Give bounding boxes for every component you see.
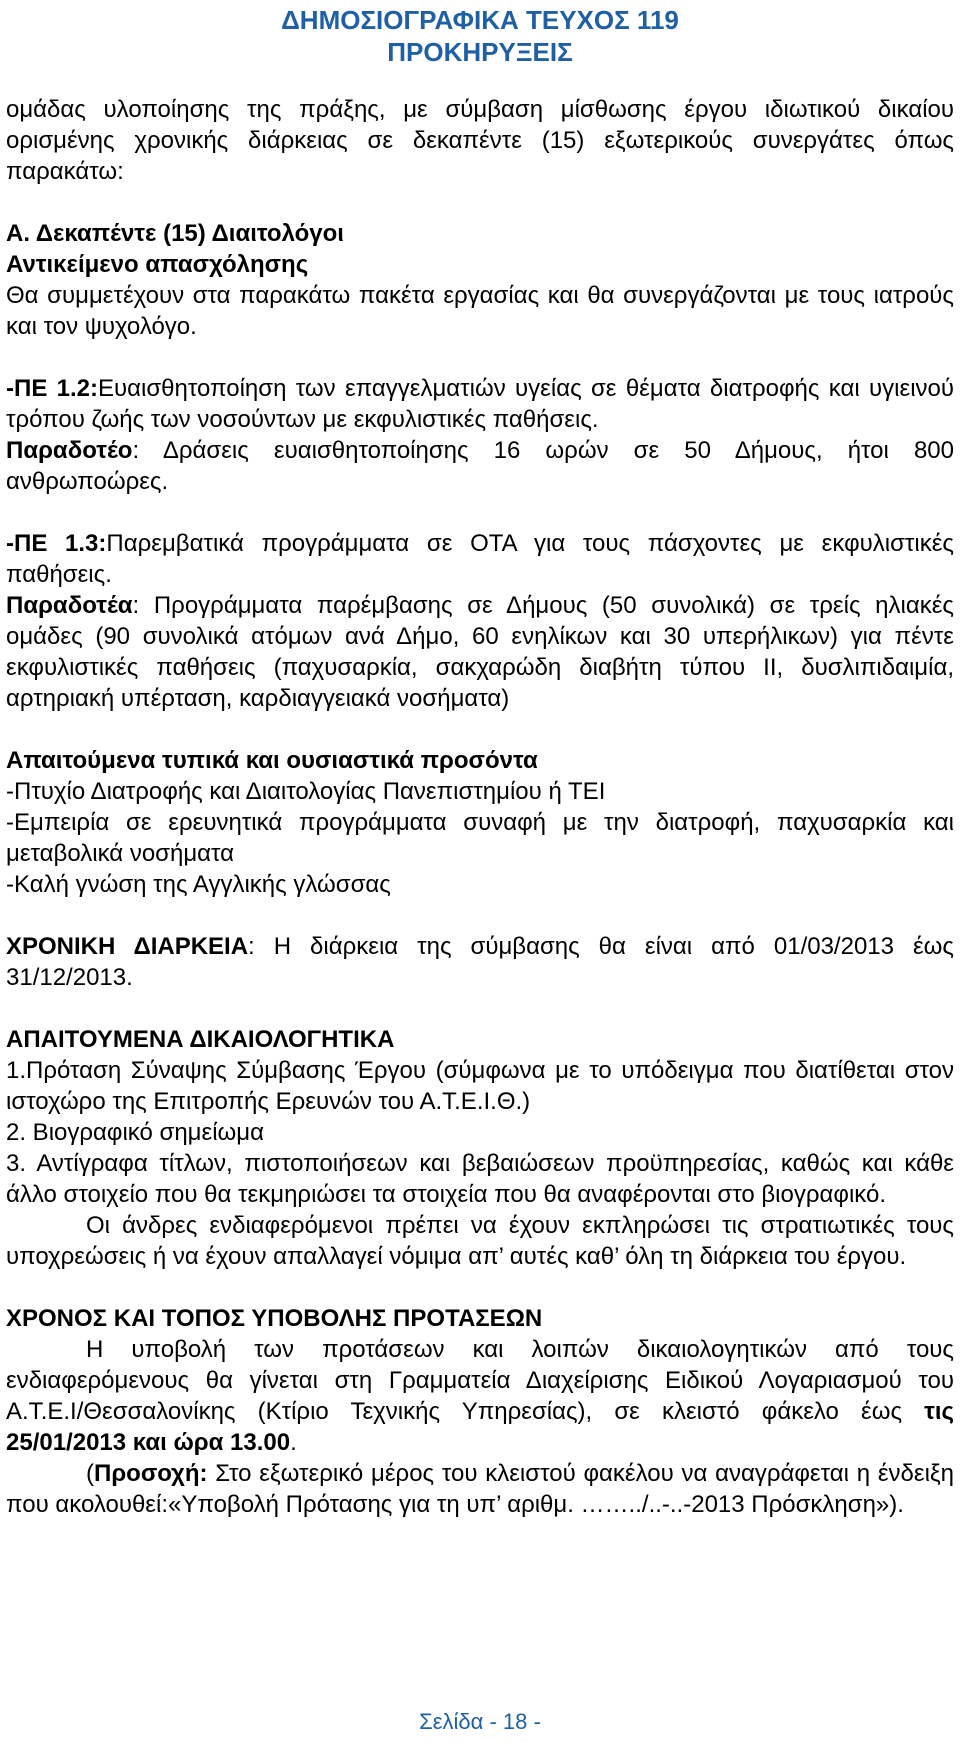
pe13-text: Παρεμβατικά προγράμματα σε ΟΤΑ για τους πάσχοντες με εκφυλιστικές παθήσεις.: [6, 530, 954, 588]
document-item: 3. Αντίγραφα τίτλων, πιστοποιήσεων και βεβαιώσεων προϋπηρεσίας, καθώς και κάθε άλλο στοιχείο που θα τεκμηριώσει τα στοιχεία που θα αναφέρονται στο βιογραφικό.: [6, 1150, 954, 1208]
page-number: Σελίδα - 18 -: [419, 1709, 541, 1734]
page-footer: [0, 1707, 960, 1737]
pe12-text: Ευαισθητοποίηση των επαγγελματιών υγείας σε θέματα διατροφής και υγιεινού τρόπου ζωής των νοσούντων με εκφυλιστικές παθήσεις.: [6, 375, 954, 433]
qualifications-title: Απαιτούμενα τυπικά και ουσιαστικά προσόντα: [6, 747, 538, 774]
pe13-deliverable-label: Παραδοτέα: [6, 592, 133, 619]
pe12-deliverable: [6, 435, 954, 497]
duration-text: : Η διάρκεια της σύμβασης θα είναι από 01/03/2013 έως 31/12/2013.: [6, 933, 954, 991]
intro-paragraph: ομάδας υλοποίησης της πράξης, με σύμβαση μίσθωσης έργου ιδιωτικού δικαίου ορισμένης χρονικής διάρκειας σε δεκαπέντε (15) εξωτερικούς συνεργάτες όπως παρακάτω:: [6, 96, 954, 185]
duration-label: ΧΡΟΝΙΚΗ ΔΙΑΡΚΕΙΑ: [6, 933, 249, 960]
qualification-item: -Καλή γνώση της Αγγλικής γλώσσας: [6, 871, 391, 898]
documents-title: ΑΠΑΙΤΟΥΜΕΝΑ ΔΙΚΑΙΟΛΟΓΗΤΙΚΑ: [6, 1026, 395, 1053]
section-a-title: Α. Δεκαπέντε (15) Διαιτολόγοι: [6, 220, 344, 247]
pe13-paragraph: [6, 528, 954, 590]
pe13-deliverable: [6, 590, 954, 714]
submission-paragraph: [6, 1334, 954, 1458]
section-a-subtitle: Αντικείμενο απασχόλησης: [6, 251, 309, 278]
document-item: 1.Πρόταση Σύναψης Σύμβασης Έργου (σύμφωνα με το υπόδειγμα που διατίθεται στον ιστοχώρο της Επιτροπής Ερευνών του Α.Τ.Ε.Ι.Θ.): [6, 1057, 954, 1115]
attention-paragraph: [6, 1458, 954, 1520]
document-item: 2. Βιογραφικό σημείωμα: [6, 1119, 264, 1146]
submission-deadline: τις 25/01/2013 και ώρα 13.00: [6, 1398, 954, 1456]
header-subtitle: ΠΡΟΚΗΡΥΞΕΙΣ: [387, 37, 573, 67]
documents-note: Οι άνδρες ενδιαφερόμενοι πρέπει να έχουν εκπληρώσει τις στρατιωτικές τους υποχρεώσεις ή να έχουν απαλλαγεί νόμιμα απ’ αυτές καθ’ όλη τη διάρκεια του έργου.: [6, 1212, 954, 1270]
pe12-deliverable-label: Παραδοτέο: [6, 437, 133, 464]
attention-text: Στο εξωτερικό μέρος του κλειστού φακέλου να αναγράφεται η ένδειξη που ακολουθεί:«Υποβολή Πρότασης για τη υπ’ αριθμ. ……../..-..-2013 Πρόσκληση»).: [6, 1460, 954, 1518]
submission-end: .: [290, 1429, 297, 1456]
attention-label: Προσοχή:: [94, 1460, 208, 1487]
pe12-paragraph: [6, 373, 954, 435]
pe12-code: -ΠΕ 1.2:: [6, 375, 99, 402]
pe13-code: -ΠΕ 1.3:: [6, 530, 107, 557]
section-a-text: Θα συμμετέχουν στα παρακάτω πακέτα εργασίας και θα συνεργάζονται με τους ιατρούς και τον ψυχολόγο.: [6, 282, 954, 340]
qualification-item: -Πτυχίο Διατροφής και Διαιτολογίας Πανεπιστημίου ή ΤΕΙ: [6, 778, 606, 805]
header-title: ΔΗΜΟΣΙΟΓΡΑΦΙΚΑ ΤΕΥΧΟΣ 119: [281, 5, 679, 35]
pe12-deliverable-text: : Δράσεις ευαισθητοποίησης 16 ωρών σε 50 Δήμους, ήτοι 800 ανθρωποώρες.: [6, 437, 954, 495]
submission-text: Η υποβολή των προτάσεων και λοιπών δικαιολογητικών από τους ενδιαφερόμενους θα γίνεται στη Γραμματεία Διαχείρισης Ειδικού Λογαριασμού του Α.Τ.Ε.Ι/Θεσσαλονίκης (Κτίριο Τεχνικής Υπηρεσίας), σε κλειστό φάκελο έως: [6, 1336, 954, 1425]
document-body: [6, 94, 954, 1520]
submission-title: ΧΡΟΝΟΣ ΚΑΙ ΤΟΠΟΣ ΥΠΟΒΟΛΗΣ ΠΡΟΤΑΣΕΩΝ: [6, 1305, 543, 1332]
duration-paragraph: [6, 931, 954, 993]
pe13-deliverable-text: : Προγράμματα παρέμβασης σε Δήμους (50 συνολικά) σε τρείς ηλιακές ομάδες (90 συνολικά ατόμων ανά Δήμο, 60 ενηλίκων και 30 υπερήλικων) για πέντε εκφυλιστικές παθήσεις (παχυσαρκία, σακχαρώδη διαβήτη τύπου ΙΙ, δυσλιπιδαιμία, αρτηριακή υπέρταση, καρδιαγγειακά νοσήματα): [6, 592, 954, 712]
page-header: [0, 4, 960, 68]
attention-open: (: [86, 1460, 94, 1487]
qualification-item: -Εμπειρία σε ερευνητικά προγράμματα συναφή με την διατροφή, παχυσαρκία και μεταβολικά νοσήματα: [6, 809, 954, 867]
